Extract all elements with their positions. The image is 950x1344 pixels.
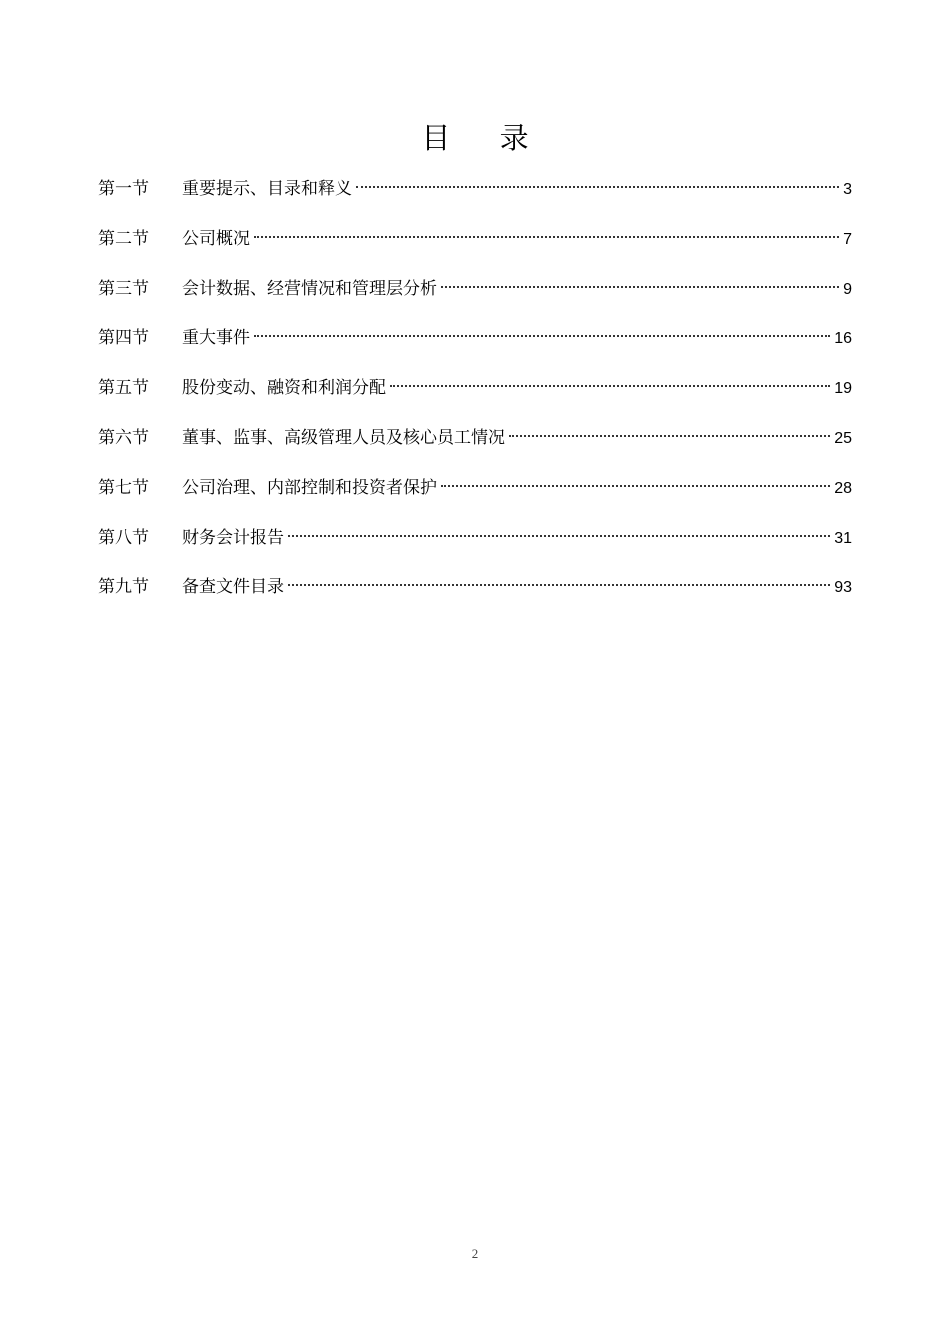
toc-section-label: 第一节: [98, 179, 149, 199]
toc-section-label: 第八节: [98, 527, 149, 548]
toc-section-label: 第九节: [98, 577, 149, 598]
toc-title: 重要提示、目录和释义: [182, 179, 352, 199]
toc-entry-3[interactable]: [98, 274, 852, 324]
page-footer-number: 2: [471, 1246, 479, 1261]
toc-section-label: 第五节: [98, 378, 149, 399]
toc-title: 董事、监事、高级管理人员及核心员工情况: [182, 427, 505, 448]
toc-page-number: 19: [834, 380, 852, 398]
toc-section-label: 第六节: [98, 427, 149, 448]
toc-entry-8[interactable]: [98, 523, 852, 573]
toc-entry-5[interactable]: [98, 373, 852, 423]
dot-leader: [288, 584, 830, 586]
dot-leader: [441, 286, 839, 288]
dot-leader: [441, 485, 830, 487]
toc-entry-9[interactable]: [98, 572, 852, 622]
toc-page-number: 7: [843, 230, 852, 248]
toc-entry-7[interactable]: [98, 473, 852, 523]
toc-entry-6[interactable]: [98, 423, 852, 473]
toc-entry-1[interactable]: [98, 174, 852, 224]
toc-page-number: 16: [834, 330, 852, 348]
toc-page-number: 28: [834, 479, 852, 497]
dot-leader: [356, 186, 839, 188]
table-of-contents: [98, 174, 852, 622]
toc-section-label: 第三节: [98, 278, 149, 299]
dot-leader: [509, 435, 830, 437]
toc-title: 重大事件: [182, 328, 250, 349]
toc-page-number: 3: [843, 181, 852, 198]
toc-page-number: 31: [834, 529, 852, 547]
dot-leader: [288, 535, 830, 537]
toc-page-number: 9: [843, 280, 852, 298]
toc-title: 股份变动、融资和利润分配: [182, 378, 386, 399]
dot-leader: [254, 335, 830, 337]
toc-page-number: 25: [834, 429, 852, 447]
toc-section-label: 第七节: [98, 477, 149, 498]
toc-section-label: 第四节: [98, 328, 149, 349]
toc-section-label: 第二节: [98, 228, 149, 249]
toc-entry-4[interactable]: [98, 323, 852, 373]
toc-title: 备查文件目录: [182, 577, 284, 598]
toc-title: 公司治理、内部控制和投资者保护: [182, 477, 437, 498]
toc-title: 财务会计报告: [182, 527, 284, 548]
toc-title: 会计数据、经营情况和管理层分析: [182, 278, 437, 299]
toc-page-number: 93: [834, 579, 852, 597]
toc-entry-2[interactable]: [98, 224, 852, 274]
dot-leader: [390, 385, 830, 387]
dot-leader: [254, 236, 839, 238]
toc-title: 公司概况: [182, 228, 250, 249]
page-title: 目 录: [421, 121, 549, 155]
